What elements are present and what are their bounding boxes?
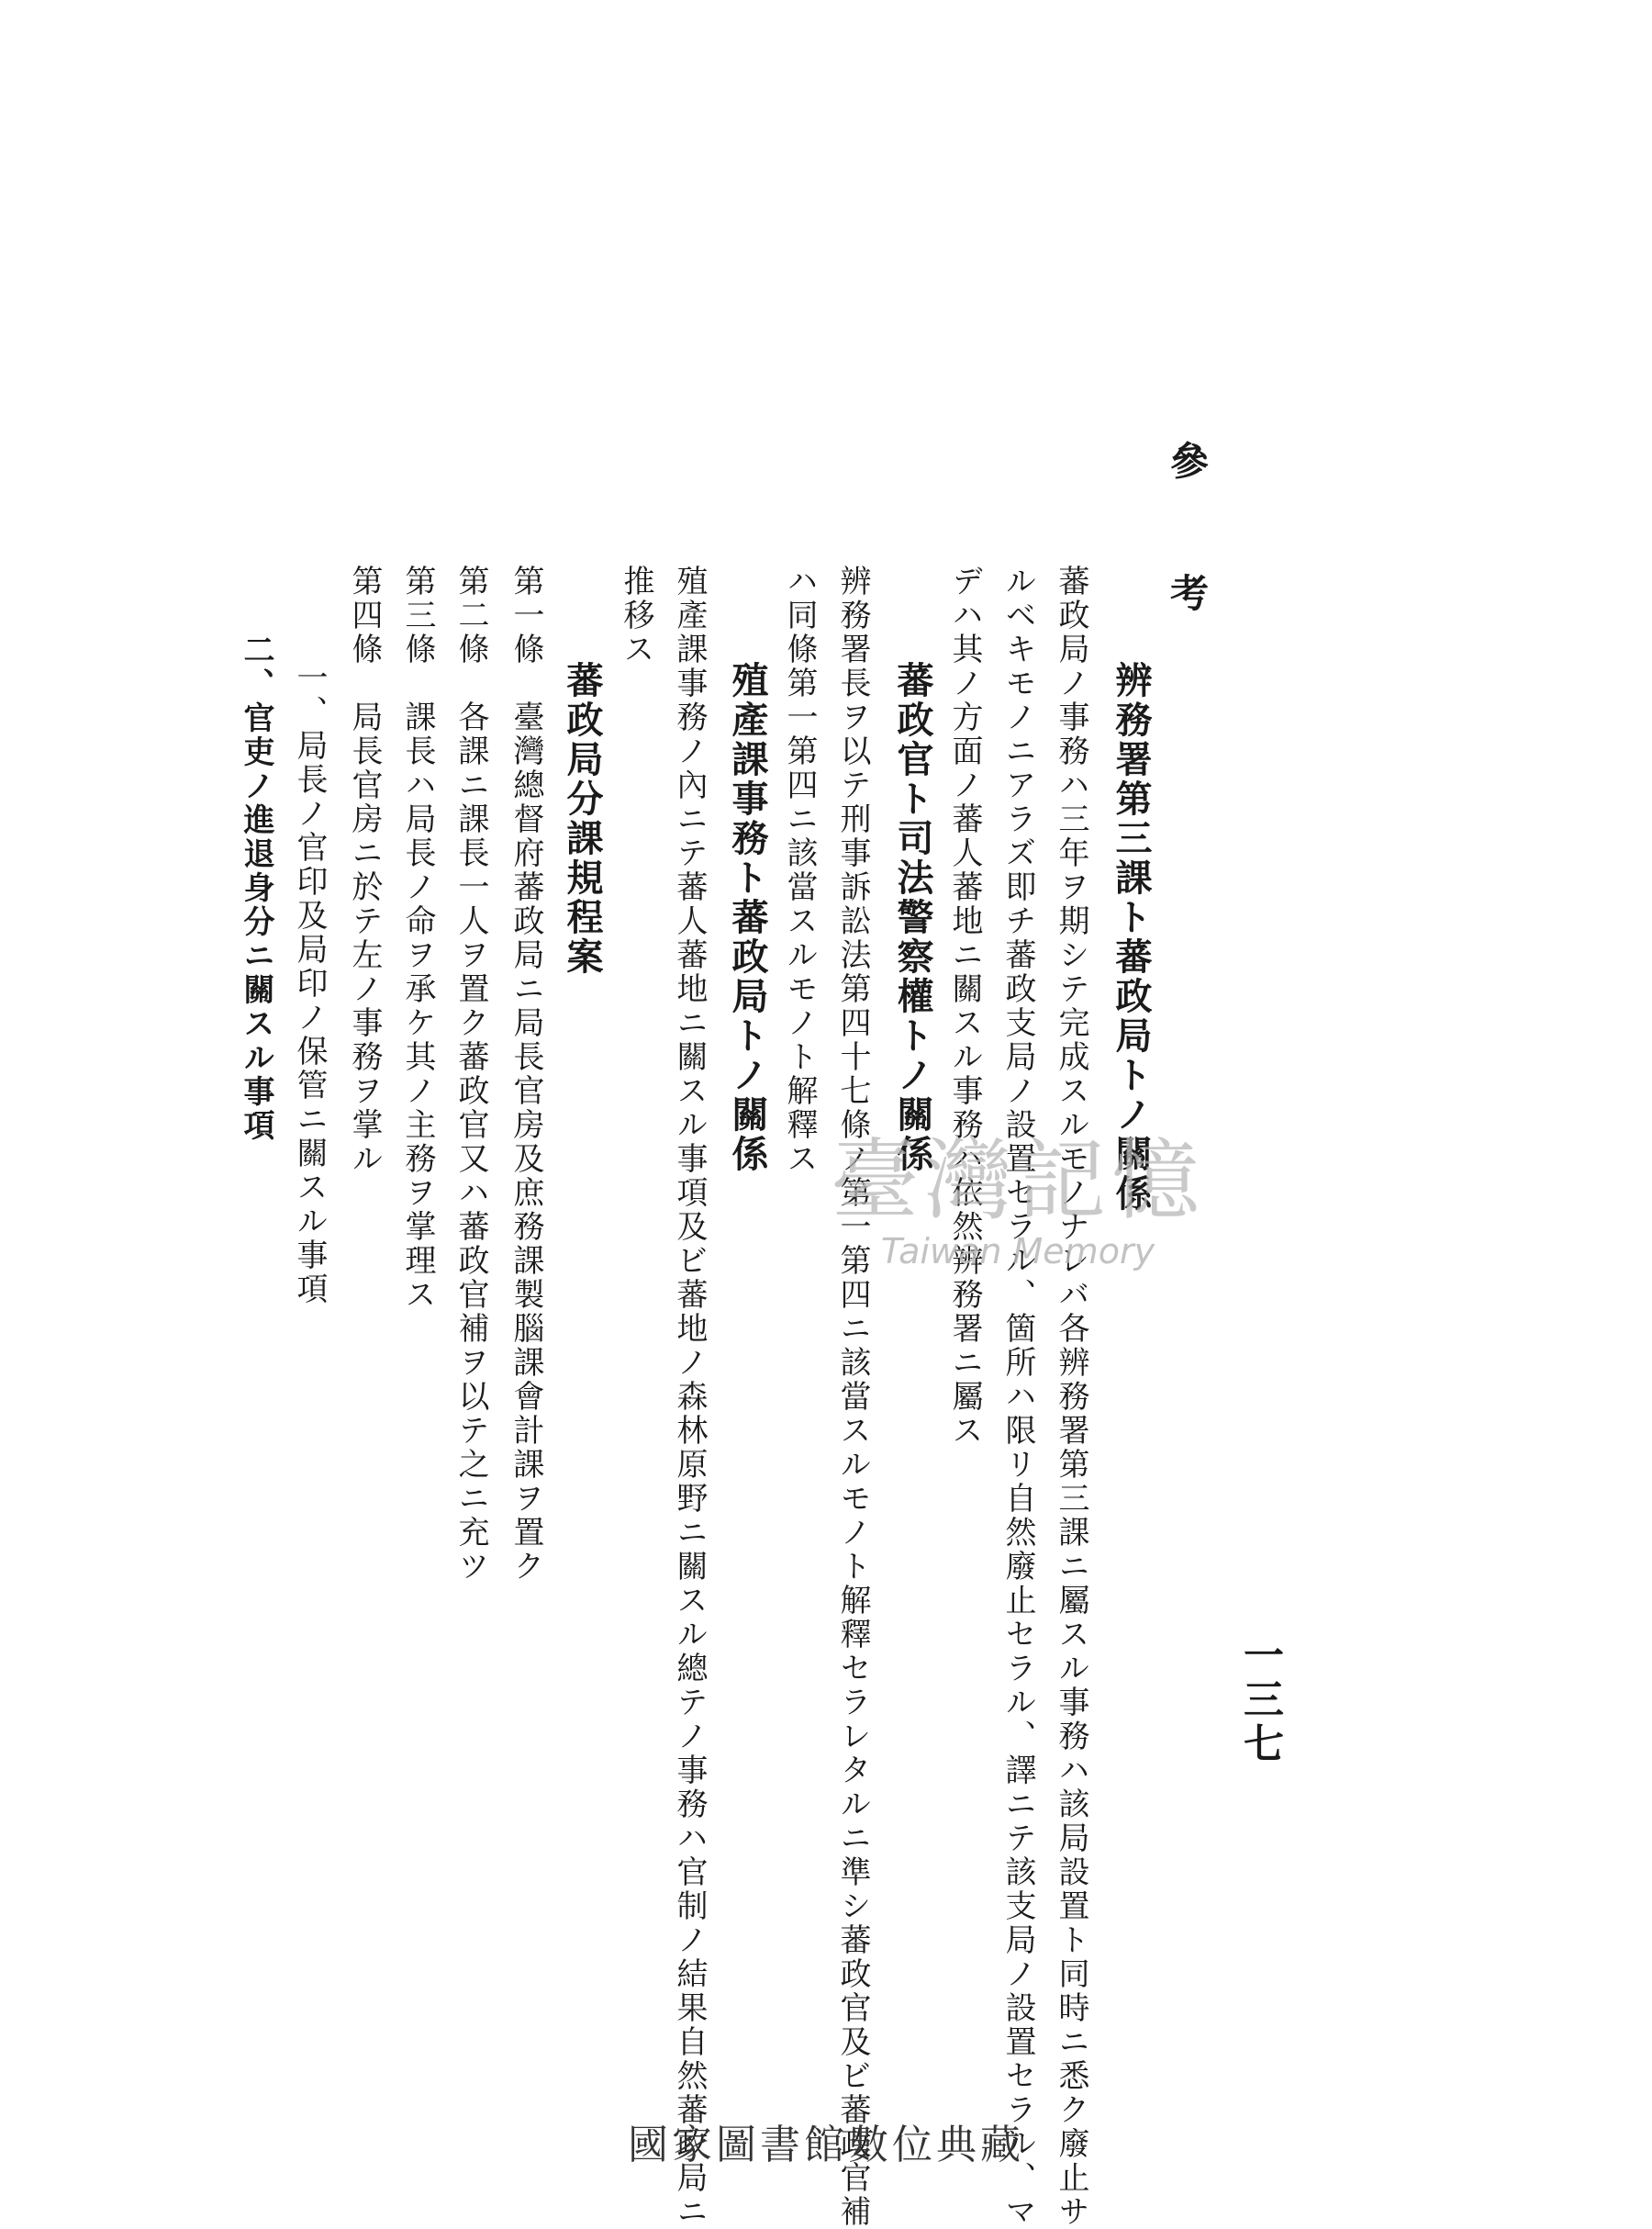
paragraph-3-line-1: 殖產課事務ノ內ニテ蕃人蕃地ニ關スル事項及ビ蕃地ノ森林原野ニ關スル總テノ事務ハ官制ノ結果自然蕃政局ニ: [671, 565, 708, 2229]
section-title-2: 蕃政官ト司法警察權トノ關係: [891, 661, 934, 1174]
article-1: 第一條 臺灣總督府蕃政局ニ局長官房及庶務課製腦課會計課ヲ置ク: [508, 565, 544, 1584]
article-2: 第二條 各課ニ課長一人ヲ置ク蕃政官又ハ蕃政官補ヲ以テ之ニ充ツ: [452, 565, 489, 1584]
paragraph-1-line-1: 蕃政局ノ事務ハ三年ヲ期シテ完成スルモノナレバ各辨務署第三課ニ屬スル事務ハ該局設置ト同時ニ悉ク廢止サ: [1053, 565, 1089, 2229]
section-title-3: 殖產課事務ト蕃政局トノ關係: [726, 661, 769, 1174]
paragraph-1-line-2: ルベキモノニアラズ即チ蕃政支局ノ設置セラル、箇所ハ限リ自然廢止セラル、譯ニテ該支局ノ設置セラル、マ: [999, 565, 1036, 2229]
footer-caption: 國家圖書館數位典藏: [628, 2122, 1024, 2168]
article-4-item-2: 二、官吏ノ進退身分ニ關スル事項: [238, 633, 274, 1143]
page-number: 一三七: [1236, 1634, 1283, 1766]
reference-header: 參 考: [1165, 441, 1210, 639]
article-4-item-1: 一、局長ノ官印及局印ノ保管ニ關スル事項: [291, 661, 328, 1306]
paragraph-3-line-2: 推移ス: [618, 565, 654, 666]
watermark-chinese: 臺灣記憶: [831, 1129, 1205, 1232]
paragraph-2-line-2: ハ同條第一第四ニ該當スルモノト解釋ス: [781, 565, 818, 1176]
paragraph-1-line-3: デハ其ノ方面ノ蕃人蕃地ニ關スル事務ハ依然辨務署ニ屬ス: [946, 565, 983, 1448]
section-title-1: 辨務署第三課ト蕃政局トノ關係: [1110, 661, 1153, 1214]
article-4: 第四條 局長官房ニ於テ左ノ事務ヲ掌ル: [346, 565, 383, 1176]
paragraph-2-line-1: 辨務署長ヲ以テ刑事訴訟法第四十七條ノ第一第四ニ該當スルモノト解釋セラレタルニ準シ蕃政官及ビ蕃政官補: [834, 565, 871, 2229]
watermark-english: Taiwan Memory: [880, 1231, 1155, 1271]
section-title-4: 蕃政局分課規程案: [561, 661, 604, 977]
article-3: 第三條 課長ハ局長ノ命ヲ承ケ其ノ主務ヲ掌理ス: [399, 565, 436, 1312]
